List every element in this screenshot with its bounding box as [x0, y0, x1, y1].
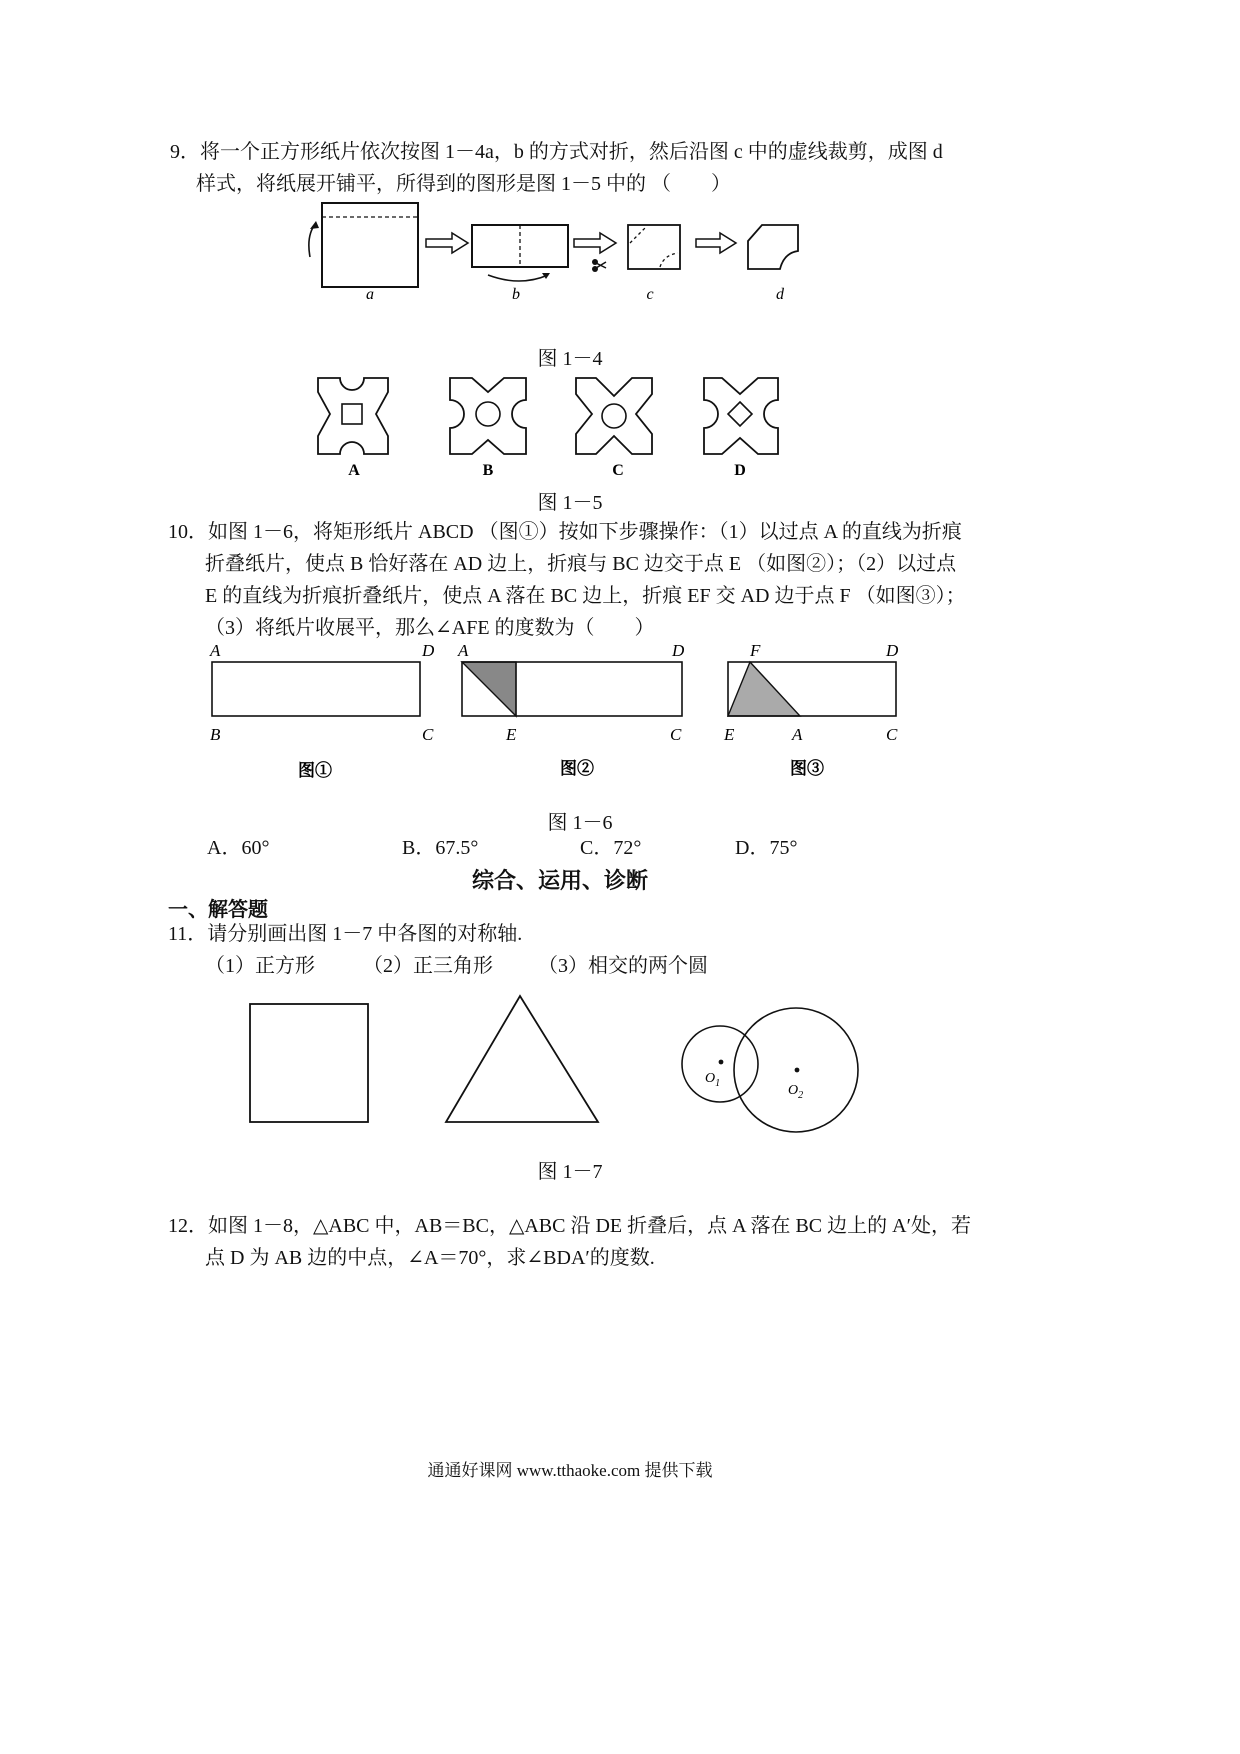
fig16-sub1-tl: A — [210, 641, 221, 660]
fig17-caption: 图 1－7 — [537, 1161, 603, 1183]
fig14-arrow-3 — [696, 233, 736, 253]
fig16-sub1-tr: D — [422, 641, 435, 660]
fig16-sub3-bm: A — [792, 725, 803, 744]
fig14-caption: 图 1－4 — [537, 348, 603, 370]
fig14-panel-c — [628, 225, 680, 269]
q10-option-b: B．67.5° — [402, 837, 479, 859]
fig16-caption: 图 1－6 — [547, 812, 613, 834]
fig16-sub3-tl: F — [750, 641, 761, 660]
fig15-label-c: C — [612, 462, 624, 479]
fig16-sub2-tr: D — [672, 641, 685, 660]
section-title: 综合、运用、诊断 — [471, 868, 648, 893]
fig15-option-d — [704, 378, 778, 454]
fig16-sub1-bl: B — [210, 725, 221, 744]
fig14-label-b: b — [512, 286, 520, 303]
fig15-label-b: B — [482, 462, 494, 479]
fig16-sub2-br: C — [670, 725, 682, 744]
label-o1: $O_1$ — [705, 1071, 721, 1089]
fig15-label-a: A — [348, 462, 360, 479]
q10-option-d: D．75° — [735, 837, 798, 859]
subsection-title: 一、解答题 — [168, 899, 268, 921]
fig15-option-c — [576, 378, 652, 454]
q10-option-c: C．72° — [580, 837, 642, 859]
fig16-sub3-br: C — [886, 725, 898, 744]
center-o2-dot — [795, 1068, 800, 1073]
q9-line1: 9．将一个正方形纸片依次按图 1－4a，b 的方式对折，然后沿图 c 中的虚线裁剪，成图 d — [170, 141, 943, 163]
q11-item-3: （3）相交的两个圆 — [538, 955, 708, 977]
fig15-caption: 图 1－5 — [537, 492, 603, 514]
q10-option-a: A．60° — [207, 837, 270, 859]
q11-item-1: （1）正方形 — [205, 955, 315, 977]
fig16-sub3-tr: D — [886, 641, 899, 660]
fig14-panel-b — [472, 225, 568, 281]
scissors-icon — [592, 259, 606, 272]
fig14-panel-a — [309, 203, 418, 287]
fig15-label-d: D — [734, 462, 746, 479]
fig15-option-a — [318, 378, 388, 454]
fig14-label-d: d — [776, 286, 784, 303]
q10-line4: （3）将纸片收展平，那么∠AFE 的度数为（ ） — [205, 617, 655, 639]
q12-line2: 点 D 为 AB 边的中点，∠A＝70°，求∠BDA′的度数. — [205, 1247, 655, 1269]
fig16-sub2-tl: A — [458, 641, 469, 660]
q10-line2: 折叠纸片，使点 B 恰好落在 AD 边上，折痕与 BC 边交于点 E （如图②）；（2）以过点 — [205, 553, 957, 575]
fig16-sub1-rect — [212, 662, 420, 716]
label-o2: $O_2$ — [788, 1083, 804, 1101]
fig14-arrow-2 — [574, 233, 616, 253]
fig14-label-a: a — [366, 286, 374, 303]
q11-item-2: （2）正三角形 — [363, 955, 493, 977]
fig14-label-c: c — [646, 286, 654, 303]
center-o1-dot — [719, 1060, 724, 1065]
fig15-option-b — [450, 378, 526, 454]
figure-1-5 — [300, 372, 860, 482]
figure-1-4 — [300, 195, 820, 310]
figure-1-7 — [240, 990, 880, 1140]
fig16-sub1-br: C — [422, 725, 434, 744]
figure-1-6 — [200, 638, 920, 788]
fig16-sub2-bl: E — [506, 725, 517, 744]
fig14-panel-d — [748, 225, 798, 269]
fig14-arrow-1 — [426, 233, 468, 253]
q10-line3: E 的直线为折痕折叠纸片，使点 A 落在 BC 边上，折痕 EF 交 AD 边于点 F （如图③）； — [205, 585, 966, 607]
q10-line1: 10．如图 1－6，将矩形纸片 ABCD （图①）按如下步骤操作：（1）以过点 A 的直线为折痕 — [168, 521, 962, 543]
fig16-sub2-caption: 图② — [560, 759, 594, 778]
triangle-shape — [446, 996, 598, 1122]
fig16-sub3-bl: E — [724, 725, 735, 744]
q11-text: 11．请分别画出图 1－7 中各图的对称轴. — [168, 923, 523, 945]
page-footer: 通通好课网 www.tthaoke.com 提供下载 — [427, 1461, 713, 1480]
fig16-sub2-rect — [462, 662, 682, 716]
fig16-sub3-rect — [728, 662, 896, 716]
q12-line1: 12．如图 1－8，△ABC 中，AB＝BC，△ABC 沿 DE 折叠后，点 A 落在 BC 边上的 A′处，若 — [168, 1215, 971, 1237]
q9-line2: 样式，将纸展开铺平，所得到的图形是图 1－5 中的 （ ） — [196, 173, 731, 195]
square-shape — [250, 1004, 368, 1122]
fig16-sub1-caption: 图① — [298, 761, 332, 780]
fig16-sub3-caption: 图③ — [790, 759, 824, 778]
